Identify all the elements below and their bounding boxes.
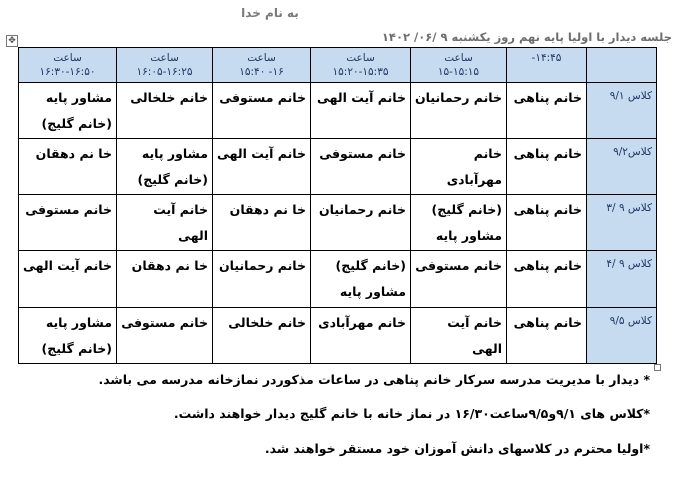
schedule-table (18, 47, 657, 364)
table-cell: خانم آیت الهی (411, 307, 507, 363)
table-cell: خانم آیت الهی (19, 251, 117, 307)
table-cell: خانم خلخالی (117, 82, 213, 138)
table-cell: خانم رحمانیان (311, 195, 411, 251)
table-cell: خانم پناهی (507, 307, 587, 363)
table-cell: خانم آیت الهی (311, 82, 411, 138)
table-cell: خانم مستوفی (411, 251, 507, 307)
table-cell: خانم آیت الهی (213, 139, 311, 195)
table-cell: خانم پناهی (507, 82, 587, 138)
table-cell: خانم پناهی (507, 139, 587, 195)
table-cell: خانم مستوفی (311, 139, 411, 195)
table-cell: خانم رحمانیان (411, 82, 507, 138)
header-time-cell: ساعت ۱۵-۱۵:۱۵ (411, 48, 507, 83)
class-label: کلاس ۹/۱ (587, 82, 657, 138)
document-heading: به نام خدا (241, 6, 299, 20)
table-row (19, 82, 657, 138)
class-label: کلاس ۹ /۴ (587, 251, 657, 307)
table-row (19, 139, 657, 195)
table-cell: خانم رحمانیان (213, 251, 311, 307)
table-cell: خانم مهرآبادی (411, 139, 507, 195)
note-line: *کلاس های ۹/۱و۹/۵ساعت۱۶/۳۰ در نماز خانه با خانم گلیج دیدار خواهند داشت. (173, 406, 650, 421)
table-cell: خانم مستوفی (117, 307, 213, 363)
header-time-cell: ساعت ۱۶:۳۰-۱۶:۵۰ (19, 48, 117, 83)
class-label: کلاس ۹ /۳ (587, 195, 657, 251)
table-cell: خا نم دهقان (117, 251, 213, 307)
table-header-row (19, 48, 657, 83)
header-time-cell: ساعت ۱۶:۰۵-۱۶:۲۵ (117, 48, 213, 83)
table-cell: خانم خلخالی (213, 307, 311, 363)
meeting-title: جلسه دیدار با اولیا پایه نهم روز یکشنبه ۹ /۰۶/ ۱۴۰۲ (381, 30, 672, 44)
table-cell: مشاور پایه (خانم گلیج) (19, 307, 117, 363)
header-time-cell: ساعت ۱۶- ۱۵:۴۰ (213, 48, 311, 83)
header-time-cell: ۱۴:۴۵- (507, 48, 587, 83)
table-resize-handle[interactable] (654, 364, 661, 371)
table-cell: خانم پناهی (507, 195, 587, 251)
table-cell: خانم پناهی (507, 251, 587, 307)
table-move-handle-icon[interactable]: ✥ (6, 35, 18, 47)
table-row (19, 195, 657, 251)
table-row (19, 251, 657, 307)
table-cell: مشاور پایه (خانم گلیج) (117, 139, 213, 195)
note-line: * دیدار با مدیریت مدرسه سرکار خانم پناهی در ساعات مذکوردر نمازخانه مدرسه می باشد. (98, 372, 650, 387)
table-cell: مشاور پایه (خانم گلیج) (19, 82, 117, 138)
class-label: کلاس۹/۲ (587, 139, 657, 195)
table-cell: (خانم گلیج) مشاور پایه (311, 251, 411, 307)
table-cell: خانم آیت الهی (117, 195, 213, 251)
header-time-cell: ساعت ۱۵:۲۰-۱۵:۳۵ (311, 48, 411, 83)
note-line: *اولیا محترم در کلاسهای دانش آموزان خود مستقر خواهند شد. (264, 441, 650, 456)
table-row (19, 307, 657, 363)
table-cell: خانم مستوفی (19, 195, 117, 251)
header-corner-cell (587, 48, 657, 83)
table-cell: خانم مستوفی (213, 82, 311, 138)
class-label: کلاس ۹/۵ (587, 307, 657, 363)
table-cell: خا نم دهقان (19, 139, 117, 195)
table-cell: خا نم دهقان (213, 195, 311, 251)
table-cell: (خانم گلیج) مشاور پایه (411, 195, 507, 251)
table-cell: خانم مهرآبادی (311, 307, 411, 363)
